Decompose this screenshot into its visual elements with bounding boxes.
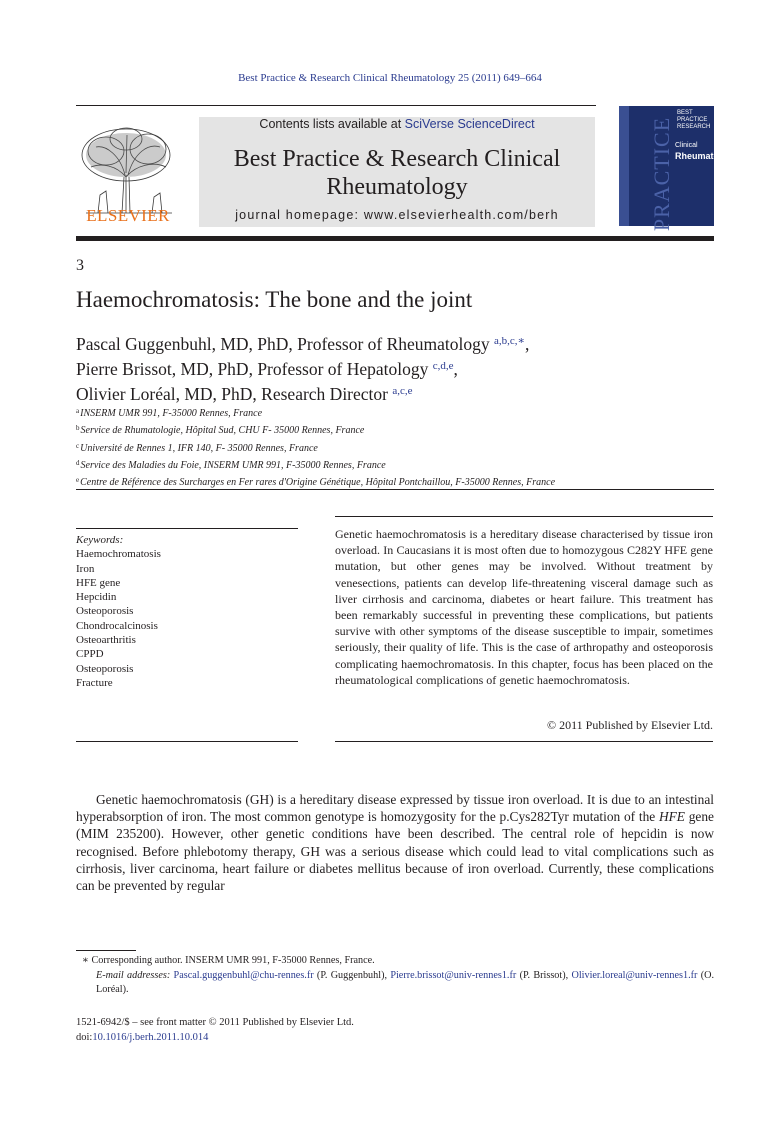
contents-line (199, 117, 595, 131)
footnote-rule (76, 950, 136, 951)
front-matter-line: 1521-6942/$ – see front matter © 2011 Published by Elsevier Ltd. (76, 1017, 354, 1028)
keyword-item: HFE gene (76, 576, 121, 589)
cover-top-text: BEST PRACTICE RESEARCH (677, 110, 711, 130)
section-rule (76, 489, 714, 490)
email-note: E-mail addresses: Pascal.guggenbuhl@chu-rennes.fr (P. Guggenbuhl), Pierre.brissot@univ-rennes1.fr (P. Brissot), Olivier.loreal@univ-rennes1.fr (O. Loréal). (96, 969, 715, 995)
doi-line: doi:10.1016/j.berh.2011.10.014 (76, 1031, 209, 1043)
keyword-item: Osteoporosis (76, 605, 134, 618)
gene-name: HFE (658, 809, 685, 825)
keyword-item: Chondrocalcinosis (76, 619, 158, 632)
abstract-rule-bottom (335, 741, 713, 742)
chapter-number: 3 (76, 257, 84, 274)
keywords-label: Keywords: (76, 534, 124, 546)
affiliation-list (76, 404, 555, 490)
author-affiliation-marks[interactable]: a,c,e (392, 385, 413, 397)
journal-reference[interactable]: Best Practice & Research Clinical Rheumatology 25 (2011) 649–664 (238, 72, 542, 84)
doi-link[interactable]: 10.1016/j.berh.2011.10.014 (92, 1031, 209, 1043)
cover-sub-text: Clinical (675, 142, 698, 149)
author-affiliation-marks[interactable]: a,b,c,∗ (494, 335, 526, 347)
abstract-text: Genetic haemochromatosis is a hereditary disease characterised by tissue iron overload. In Caucasians it is most often due to homozygous C282Y HFE gene mutation, but other genes may be involved. Without treatment by venesections, patients can develop life-threatening visceral damage such as liver cirrhosis and carcinoma, diabetes or heart failure. This treatment has been remarkably successful in preventing these complications, but patients survive with other symptoms of the disease susceptible to impair, sometimes seriously, their quality of life. This is the case of arthropathy and osteoporosis complicating haemochromatosis. In this chapter, focus has been placed on the rheumatological complications of genetic haemochromatosis. (335, 527, 713, 687)
corresponding-author-note: ∗ Corresponding author. INSERM UMR 991, F-35000 Rennes, France. (82, 955, 375, 966)
keyword-item: Osteoporosis (76, 662, 134, 675)
abstract-rule-top (335, 516, 713, 517)
cover-stripe (619, 106, 629, 226)
keywords-rule-bottom (76, 741, 298, 742)
affiliation-item: $^a$INSERM UMR 991, F-35000 Rennes, France (76, 407, 263, 419)
email-link[interactable]: Pascal.guggenbuhl@chu-rennes.fr (173, 969, 314, 981)
cover-name-text: Rheumatology (675, 151, 738, 161)
author-line: Olivier Loréal, MD, PhD, Research Director $^{a,c,e}$ (76, 384, 413, 404)
affiliation-item: $^c$Université de Rennes 1, IFR 140, F- 35000 Rennes, France (76, 441, 318, 454)
keywords-rule-top (76, 528, 298, 529)
journal-homepage[interactable]: journal homepage: www.elsevierhealth.com/berh (235, 208, 559, 222)
abstract-copyright: © 2011 Published by Elsevier Ltd. (547, 718, 713, 732)
article-title: Haemochromatosis: The bone and the joint (76, 287, 473, 312)
journal-cover-image (619, 106, 738, 232)
keyword-item: Fracture (76, 676, 113, 689)
keyword-item: Haemochromatosis (76, 548, 161, 561)
author-list (76, 330, 529, 405)
keyword-item: Iron (76, 562, 95, 575)
body-paragraph: Genetic haemochromatosis (GH) is a hereditary disease expressed by tissue iron overload. It is due to an intestinal hyperabsorption of iron. The most common genotype is homozygosity for the p.Cys282Tyr mutation of the HFE gene (MIM 235200). However, other genetic conditions have been described. The central role of hepcidin is now recognised. Before phlebotomy therapy, GH was a serious disease which could lead to vital complications such as cirrhosis, liver carcinoma, heart failure or diabetes mellitus because of iron overload. Currently, these complications can be prevented by regular (76, 792, 714, 894)
sciencedirect-link[interactable]: SciVerse ScienceDirect (404, 117, 535, 131)
email-link[interactable]: Pierre.brissot@univ-rennes1.fr (390, 969, 517, 981)
keywords-box (76, 533, 161, 690)
cover-vertical-text: PRACTICE (649, 116, 675, 232)
footnotes (76, 954, 714, 998)
keyword-item: CPPD (76, 648, 104, 661)
affiliation-item: $^b$Service de Rhumatologie, Hôpital Sud, CHU F- 35000 Rennes, France (76, 424, 365, 437)
email-link[interactable]: Olivier.loreal@univ-rennes1.fr (571, 969, 698, 981)
elsevier-wordmark: ELSEVIER (86, 206, 170, 225)
issn-block (76, 1016, 354, 1045)
author-affiliation-marks[interactable]: c,d,e (432, 360, 454, 372)
masthead-thick-rule (76, 236, 714, 241)
header-rule (76, 105, 596, 106)
author-line: Pierre Brissot, MD, PhD, Professor of Hepatology $^{c,d,e}$, (76, 359, 458, 379)
journal-title (199, 145, 595, 201)
author-line: Pascal Guggenbuhl, MD, PhD, Professor of Rheumatology $^{a,b,c,∗}$, (76, 334, 530, 354)
contents-prefix: Contents lists available at (259, 117, 405, 131)
affiliation-item: $^e$Centre de Référence des Surcharges en Fer rares d'Origine Génétique, Hôpital Pontchaillou, F-35000 Rennes, France (76, 476, 556, 489)
journal-title-line1: Best Practice & Research Clinical (233, 146, 561, 172)
journal-masthead (199, 117, 595, 227)
affiliation-item: $^d$Service des Maladies du Foie, INSERM UMR 991, F-35000 Rennes, France (76, 458, 386, 471)
journal-title-line2: Rheumatology (326, 174, 468, 200)
keyword-item: Hepcidin (76, 591, 117, 604)
keyword-item: Osteoarthritis (76, 634, 136, 647)
